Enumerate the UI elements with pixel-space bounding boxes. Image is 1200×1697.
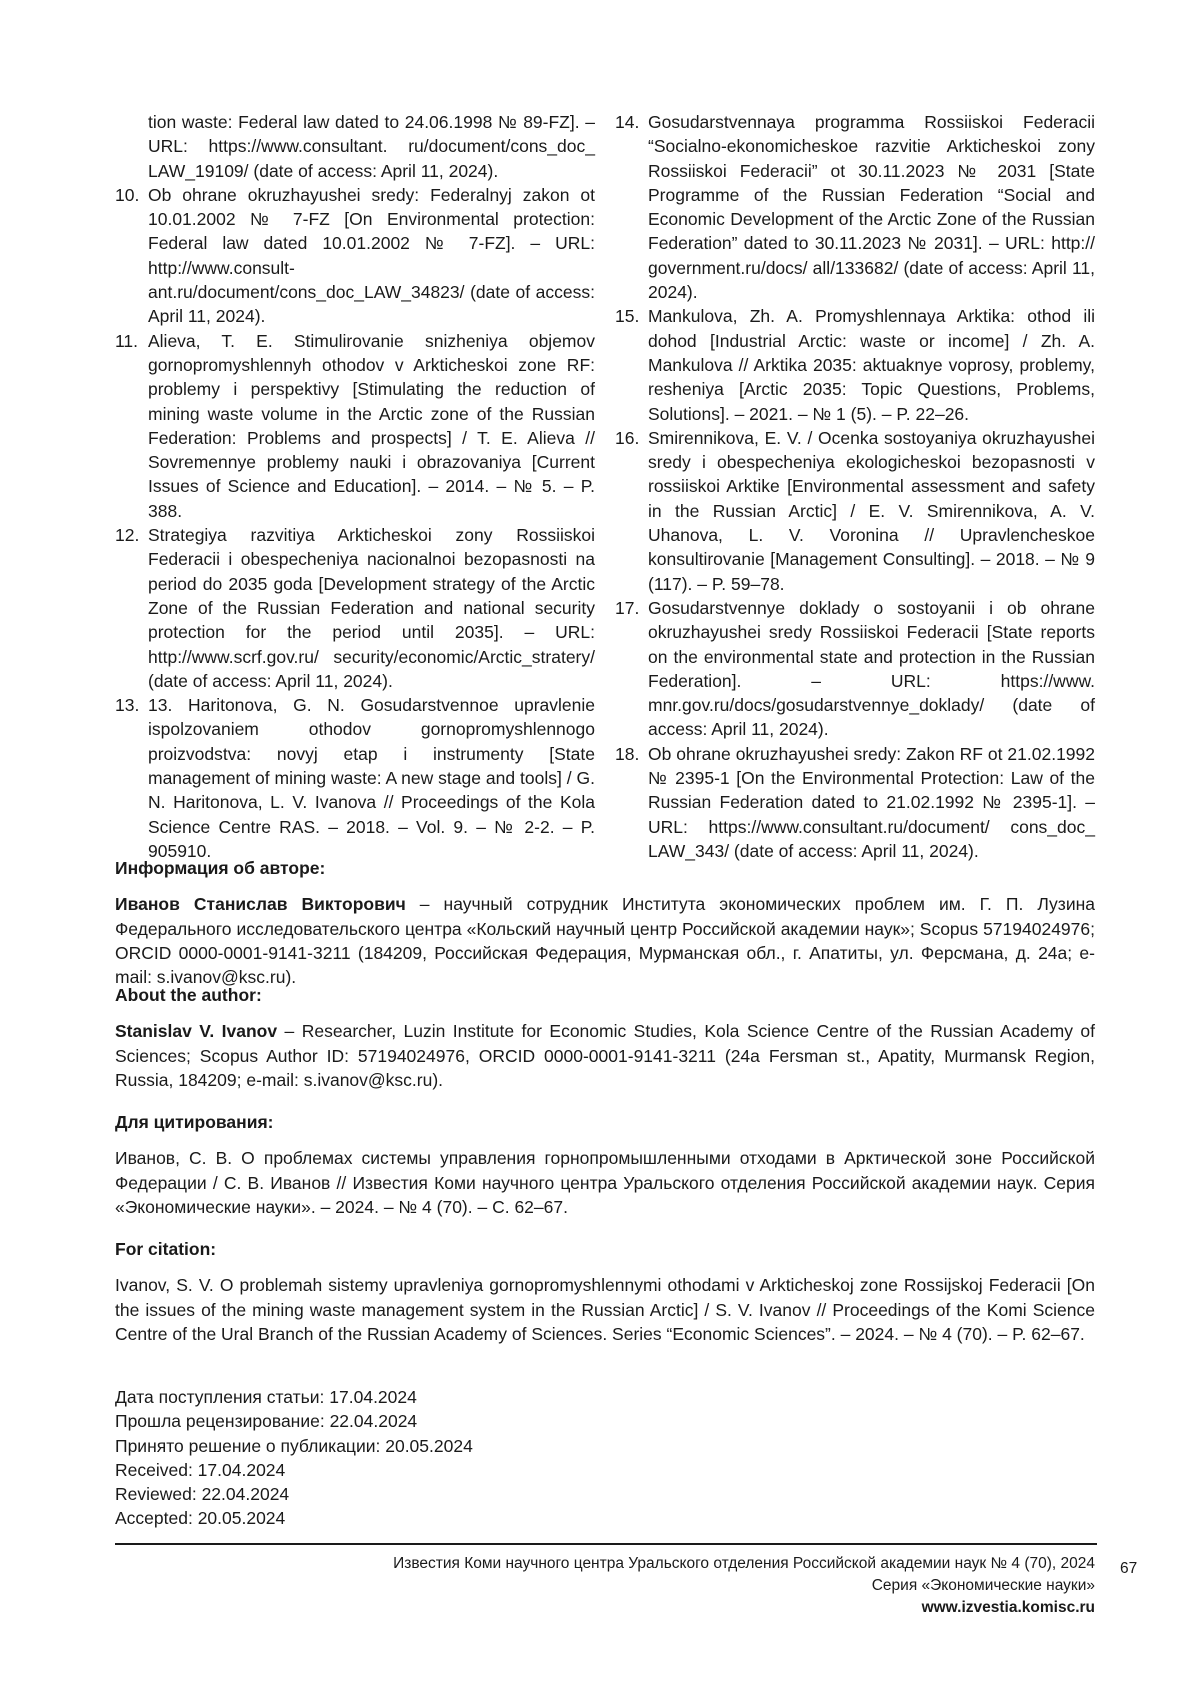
author-info-ru-text — [115, 892, 1095, 989]
reference-number: 11. — [115, 330, 139, 351]
citation-ru-heading: Для цитирования: — [115, 1112, 274, 1132]
footer-divider — [115, 1543, 1097, 1545]
reference-item — [115, 523, 595, 693]
reference-item — [115, 693, 595, 863]
reference-text: Gosudarstvennye doklady o sostoyanii i ob ohrane okruzhayushei sredy Rossiiskoi Federacii [State reports on the environmental state and protection in the Russian Federation]. – URL: https://www. mnr.gov.ru/docs/gosudarstvennye_doklady/ (date of access: April 11, 2024). — [648, 597, 1095, 740]
author-details-en: – Researcher, Luzin Institute for Economic Studies, Kola Science Centre of the Russian Academy of Sciences; Scopus Author ID: 57194024976, ORCID 0000-0001-9141-3211 (24a Fersman st., Apatity, Murmansk Region, Russia, 184209; e-mail: s.ivanov@ksc.ru). — [115, 1021, 1095, 1090]
references-left-column — [115, 110, 595, 863]
citation-en-heading: For citation: — [115, 1239, 217, 1259]
reference-text: Smirennikova, E. V. / Ocenka sostoyaniya okruzhayushei sredy i obespecheniya ekologicheskoi bezopasnosti v rossiiskoi Arktike [Environmental assessment and safety in the Russian Arctic] / E. V. Smirennikova, A. V. Uhanova, L. V. Voronina // Upravlencheskoe konsultirovanie [Management Consulting]. – 2018. – № 9 (117). – P. 59–78. — [648, 427, 1095, 594]
reference-number: 17. — [615, 597, 640, 618]
reference-text: Ob ohrane okruzhayushei sredy: Federalnyj zakon ot 10.01.2002 № 7-FZ [On Environmental protection: Federal law dated 10.01.2002 № 7-FZ]. – URL: http://www.consult-ant.ru/document/cons_doc_LAW_34823/ (date of access: April 11, 2024). — [148, 184, 595, 327]
references-right-column — [615, 110, 1095, 863]
reference-number: 12. — [115, 525, 140, 546]
reference-text: Alieva, T. E. Stimulirovanie snizheniya objemov gornopromyshlennyh othodov v Arkticheskoi zone RF: problemy i perspektivy [Stimulating the reduction of mining waste volume in the Arctic zone of the Russian Federation: Problems and prospects] / T. E. Alieva // Sovremennye problemy nauki i obrazovaniya [Current Issues of Science and Education]. – 2014. – № 5. – P. 388. — [148, 330, 595, 521]
date-received-ru: Дата поступления статьи: 17.04.2024 — [115, 1387, 417, 1407]
reference-text: 13. Haritonova, G. N. Gosudarstvennoe upravlenie ispolzovaniem othodov gornopromyshlennogo proizvodstva: novyj etap i instrumenty [State management of mining waste: A new stage and tools] / G. N. Haritonova, L. V. Ivanova // Proceedings of the Kola Science Centre RAS. – 2018. – Vol. 9. – № 2-2. – P. 905910. — [148, 695, 595, 861]
footer-journal: Известия Коми научного центра Уральского отделения Российской академии наук № 4 (70), 2024 — [393, 1555, 1095, 1572]
article-dates — [115, 1385, 473, 1531]
date-reviewed-ru: Прошла рецензирование: 22.04.2024 — [115, 1411, 418, 1432]
page-number: 67 — [1120, 1560, 1138, 1577]
date-received-en: Received: 17.04.2024 — [115, 1459, 286, 1480]
page-footer — [295, 1553, 1095, 1619]
reference-number: 14. — [615, 112, 640, 132]
reference-item — [615, 304, 1095, 425]
reference-item — [615, 426, 1095, 596]
author-info-en-heading: About the author: — [115, 985, 262, 1005]
reference-text: Mankulova, Zh. A. Promyshlennaya Arktika: othod ili dohod [Industrial Arctic: waste or income] / Zh. A. Mankulova // Arktika 2035: aktuaknye voprosy, problemy, resheniya [Arctic 2035: Topic Questions, Problems, Solutions]. – 2021. – № 1 (5). – P. 22–26. — [648, 306, 1095, 424]
reference-text: tion waste: Federal law dated to 24.06.1998 № 89-FZ]. – URL: https://www.consultant. ru/document/cons_doc_ LAW_19109/ (date of access: April 11, 2024). — [148, 112, 595, 181]
reference-item — [115, 183, 595, 329]
date-accepted-ru: Принято решение о публикации: 20.05.2024 — [115, 1435, 473, 1456]
reference-text: Gosudarstvennaya programma Rossiiskoi Federacii “Socialno-ekonomicheskoe razvitie Arkticheskoi zony Rossiiskoi Federacii” ot 30.11.2023 № 2031 [State Programme of the Russian Federation “Social and Economic Development of the Arctic Zone of the Russian Federation” dated to 30.11.2023 № 2031]. – URL: http:// government.ru/docs/ all/133682/ (date of access: April 11, 2024). — [648, 112, 1095, 303]
reference-item — [615, 110, 1095, 304]
footer-series: Серия «Экономические науки» — [871, 1577, 1095, 1594]
reference-number: 15. — [615, 306, 640, 327]
author-details-ru: – научный сотрудник Института экономических проблем им. Г. П. Лузина Федерального исследовательского центра «Кольский научный центр Российской академии наук»; Scopus 57194024976; ORCID 0000-0001-9141-3211 (184209, Российская Федерация, Мурманская обл., г. Апатиты, ул. Ферсмана, д. 24а; e-mail: s.ivanov@ksc.ru). — [115, 894, 1095, 988]
footer-url[interactable]: www.izvestia.komisc.ru — [921, 1599, 1095, 1616]
citation-ru — [115, 1110, 1095, 1219]
reference-number: 10. — [115, 184, 140, 205]
citation-en — [115, 1237, 1095, 1346]
date-accepted-en: Accepted: 20.05.2024 — [115, 1508, 286, 1529]
reference-number: 13. — [115, 695, 140, 716]
reference-item — [115, 329, 595, 523]
date-reviewed-en: Reviewed: 22.04.2024 — [115, 1484, 290, 1505]
author-info-en — [115, 983, 1095, 1092]
author-info-en-text — [115, 1019, 1095, 1092]
reference-number: 16. — [615, 427, 640, 448]
citation-ru-text: Иванов, С. В. О проблемах системы управления горнопромышленными отходами в Арктической зоне Российской Федерации / С. В. Иванов // Известия Коми научного центра Уральского отделения Российской академии наук. Серия «Экономические науки». – 2024. – № 4 (70). – С. 62–67. — [115, 1148, 1095, 1217]
reference-item — [615, 596, 1095, 742]
citation-en-text: Ivanov, S. V. O problemah sistemy upravleniya gornopromyshlennymi othodami v Arkticheskoj zone Rossijskoj Federacii [On the issues of the mining waste management system in the Russian Arctic] / S. V. Ivanov // Proceedings of the Komi Science Centre of the Ural Branch of the Russian Academy of Sciences. Series “Economic Sciences”. – 2024. – № 4 (70). – P. 62–67. — [115, 1275, 1095, 1344]
author-info-ru — [115, 856, 1095, 989]
reference-number: 18. — [615, 743, 640, 764]
author-name-en: Stanislav V. Ivanov — [115, 1021, 278, 1042]
reference-item — [615, 742, 1095, 863]
author-info-ru-heading: Информация об авторе: — [115, 858, 326, 878]
reference-text: Strategiya razvitiya Arkticheskoi zony Rossiiskoi Federacii i obespecheniya nacionalnoi bezopasnosti na period do 2035 goda [Development strategy of the Arctic Zone of the Russian Federation and national security protection for the period until 2035]. – URL: http://www.scrf.gov.ru/ security/economic/Arctic_stratery/ (date of access: April 11, 2024). — [148, 525, 595, 691]
author-name-ru: Иванов Станислав Викторович — [115, 894, 406, 915]
reference-text: Ob ohrane okruzhayushei sredy: Zakon RF ot 21.02.1992 № 2395-1 [On the Environmental Protection: Law of the Russian Federation dated to 21.02.1992 № 2395-1]. – URL: https://www.consultant.ru/document/ cons_doc_ LAW_343/ (date of access: April 11, 2024). — [648, 743, 1095, 861]
reference-item — [115, 110, 595, 183]
